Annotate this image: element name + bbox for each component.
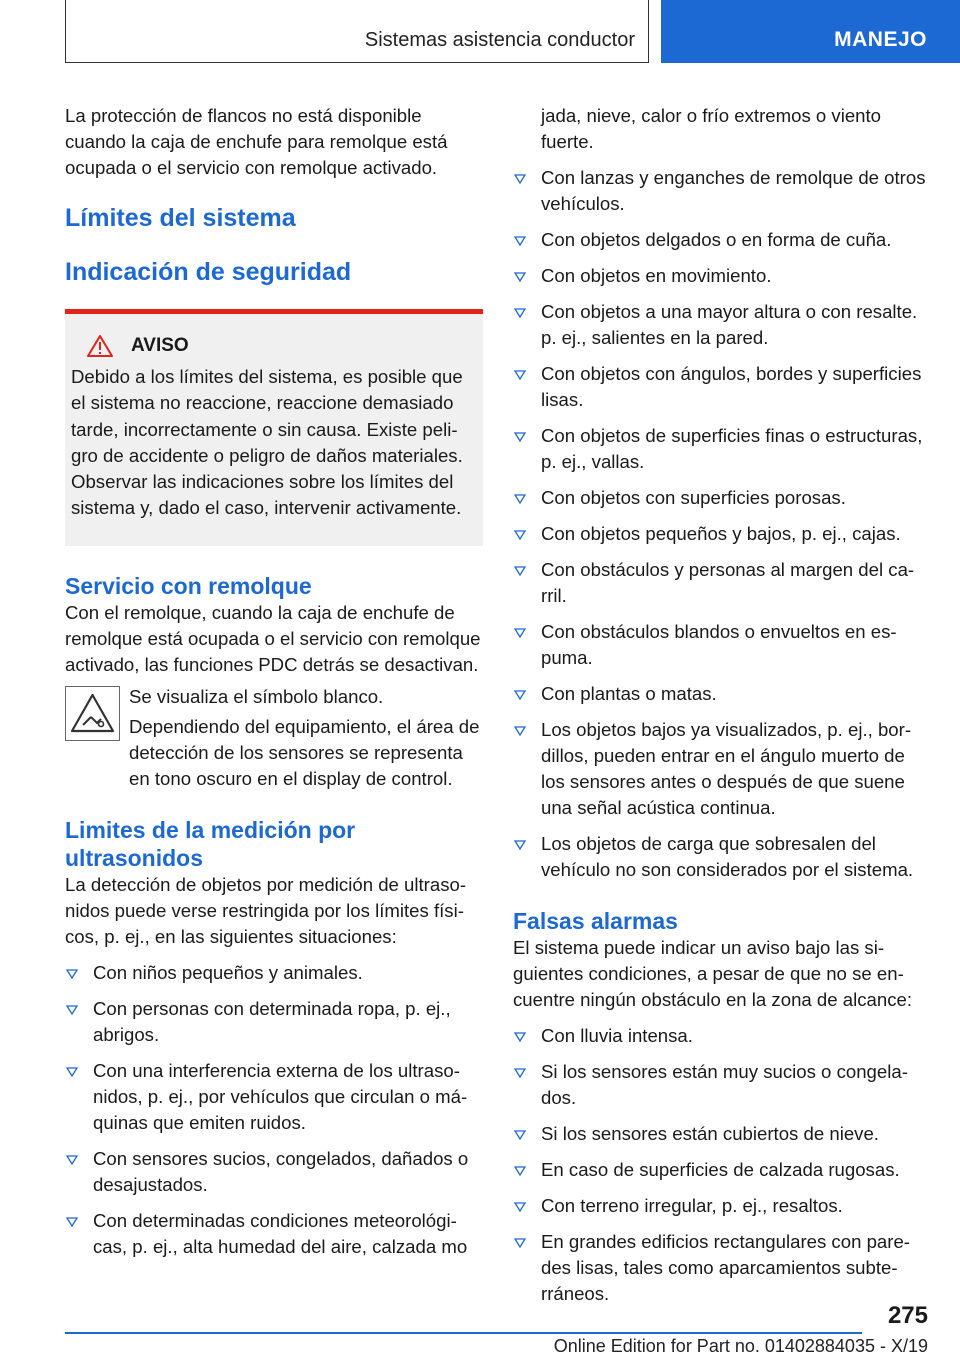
triangle-bullet-icon bbox=[514, 1032, 526, 1042]
heading-safety-note: Indicación de seguridad bbox=[65, 258, 352, 286]
trailer-paragraph: Con el remolque, cuando la caja de enchufe de remolque está ocupada o el servicio con remolque activado, las funciones PDC detrás se desactivan. bbox=[65, 601, 481, 675]
chapter-tab bbox=[661, 0, 960, 63]
list-item: Con lanzas y enganches de remolque de otros vehículos. bbox=[513, 165, 928, 217]
section-title: Sistemas asistencia conductor bbox=[364, 29, 635, 51]
triangle-bullet-icon bbox=[514, 1166, 526, 1176]
heading-ultrasonic-limits: Limites de la medición por ultrasonidos bbox=[65, 816, 356, 871]
list-item: Con terreno irregular, p. ej., resaltos. bbox=[513, 1193, 928, 1219]
triangle-bullet-icon bbox=[514, 1130, 526, 1140]
list-item: Con objetos pequeños y bajos, p. ej., cajas. bbox=[513, 521, 928, 547]
triangle-bullet-icon bbox=[514, 726, 526, 736]
false-alarms-bullet-list bbox=[513, 1023, 928, 1307]
triangle-bullet-icon bbox=[66, 1155, 78, 1165]
false-alarms-paragraph: El sistema puede indicar un aviso bajo las siguientes condiciones, a pesar de que no se encuentre ningún obstáculo en la zona de alcance: bbox=[513, 937, 913, 1010]
triangle-bullet-icon bbox=[514, 1068, 526, 1078]
list-item: Con objetos a una mayor altura o con resalte. p. ej., salientes en la pared. bbox=[513, 299, 928, 351]
list-item: Con obstáculos blandos o envueltos en espuma. bbox=[513, 619, 928, 671]
ultrasonic-paragraph: La detección de objetos por medición de ultrasonidos puede verse restringida por los límites físicos, p. ej., en las siguientes situaciones: bbox=[65, 873, 467, 947]
edition-footer: Online Edition for Part no. 01402884035 - X/19 bbox=[553, 1336, 928, 1356]
page-number: 275 bbox=[887, 1302, 928, 1329]
heading-trailer-service: Servicio con remolque bbox=[65, 572, 312, 599]
triangle-bullet-icon bbox=[66, 1067, 78, 1077]
triangle-bullet-icon bbox=[514, 690, 526, 700]
notice-header bbox=[86, 334, 475, 358]
intro-paragraph: La protección de flancos no está disponible cuando la caja de enchufe para remolque está ocupada o el servicio con remolque activado. bbox=[65, 105, 448, 178]
list-item: Con objetos con ángulos, bordes y superficies lisas. bbox=[513, 361, 928, 413]
symbol-text-detection-area: Dependiendo del equipamiento, el área de detección de los sensores se representa en tono oscuro en el display de control. bbox=[129, 715, 480, 789]
list-item: Con determinadas condiciones meteorológicas, p. ej., alta humedad del aire, calzada mo bbox=[65, 1208, 483, 1260]
triangle-bullet-icon bbox=[66, 1217, 78, 1227]
triangle-bullet-icon bbox=[514, 272, 526, 282]
triangle-bullet-icon bbox=[514, 530, 526, 540]
heading-false-alarms: Falsas alarmas bbox=[513, 908, 678, 934]
trailer-pdc-symbol-icon bbox=[65, 686, 120, 741]
list-item: Si los sensores están muy sucios o congelados. bbox=[513, 1059, 928, 1111]
warning-notice bbox=[65, 309, 483, 546]
footer-divider bbox=[65, 1332, 862, 1334]
symbol-description bbox=[65, 684, 483, 792]
triangle-bullet-icon bbox=[514, 1202, 526, 1212]
list-item: Si los sensores están cubiertos de nieve. bbox=[513, 1121, 928, 1147]
list-item: Con una interferencia externa de los ultrasonidos, p. ej., por vehículos que circulan o máquinas que emiten ruidos. bbox=[65, 1058, 483, 1136]
triangle-bullet-icon bbox=[514, 628, 526, 638]
ultrasonic-bullet-list-continued bbox=[513, 165, 928, 883]
list-item: Con objetos delgados o en forma de cuña. bbox=[513, 227, 928, 253]
triangle-bullet-icon bbox=[514, 174, 526, 184]
list-item: Con objetos de superficies finas o estructuras, p. ej., vallas. bbox=[513, 423, 928, 475]
notice-text: Debido a los límites del sistema, es posible que el sistema no reaccione, reaccione demasiado tarde, incorrectamente o sin causa. Existe peligro de accidente o peligro de daños materiales. Observar las indicaciones sobre los límites del sistema y, dado el caso, intervenir activamente. bbox=[71, 366, 463, 519]
chapter-title: MANEJO bbox=[834, 28, 927, 51]
list-item: Los objetos de carga que sobresalen del vehículo no son considerados por el sistema. bbox=[513, 831, 928, 883]
triangle-bullet-icon bbox=[514, 370, 526, 380]
triangle-bullet-icon bbox=[514, 236, 526, 246]
list-item: Con plantas o matas. bbox=[513, 681, 928, 707]
list-item: Con obstáculos y personas al margen del carril. bbox=[513, 557, 928, 609]
triangle-bullet-icon bbox=[514, 308, 526, 318]
list-item: Con personas con determinada ropa, p. ej., abrigos. bbox=[65, 996, 483, 1048]
triangle-bullet-icon bbox=[514, 494, 526, 504]
left-column bbox=[65, 103, 483, 1260]
notice-label: AVISO bbox=[131, 335, 189, 356]
page-header bbox=[65, 0, 960, 65]
triangle-bullet-icon bbox=[66, 1005, 78, 1015]
list-item: Con sensores sucios, congelados, dañados o desajustados. bbox=[65, 1146, 483, 1198]
heading-system-limits: Límites del sistema bbox=[65, 204, 296, 232]
list-item: En grandes edificios rectangulares con paredes lisas, tales como aparcamientos subterráneos. bbox=[513, 1229, 928, 1307]
list-item: Con lluvia intensa. bbox=[513, 1023, 928, 1049]
triangle-bullet-icon bbox=[514, 566, 526, 576]
list-item: Con objetos con superficies porosas. bbox=[513, 485, 928, 511]
triangle-bullet-icon bbox=[514, 840, 526, 850]
list-item: Los objetos bajos ya visualizados, p. ej., bordillos, pueden entrar en el ángulo muerto de los sensores antes o después de que suene una señal acústica continua. bbox=[513, 717, 928, 821]
triangle-bullet-icon bbox=[514, 432, 526, 442]
list-item: En caso de superficies de calzada rugosas. bbox=[513, 1157, 928, 1183]
symbol-text-white: Se visualiza el símbolo blanco. bbox=[129, 685, 384, 707]
continued-bullet-text: jada, nieve, calor o frío extremos o viento fuerte. bbox=[541, 105, 882, 152]
list-item: Con niños pequeños y animales. bbox=[65, 960, 483, 986]
triangle-bullet-icon bbox=[66, 969, 78, 979]
warning-triangle-icon bbox=[86, 334, 114, 358]
ultrasonic-bullet-list bbox=[65, 960, 483, 1260]
list-item: Con objetos en movimiento. bbox=[513, 263, 928, 289]
right-column bbox=[513, 103, 928, 1307]
header-section-box bbox=[65, 0, 649, 63]
triangle-bullet-icon bbox=[514, 1238, 526, 1248]
